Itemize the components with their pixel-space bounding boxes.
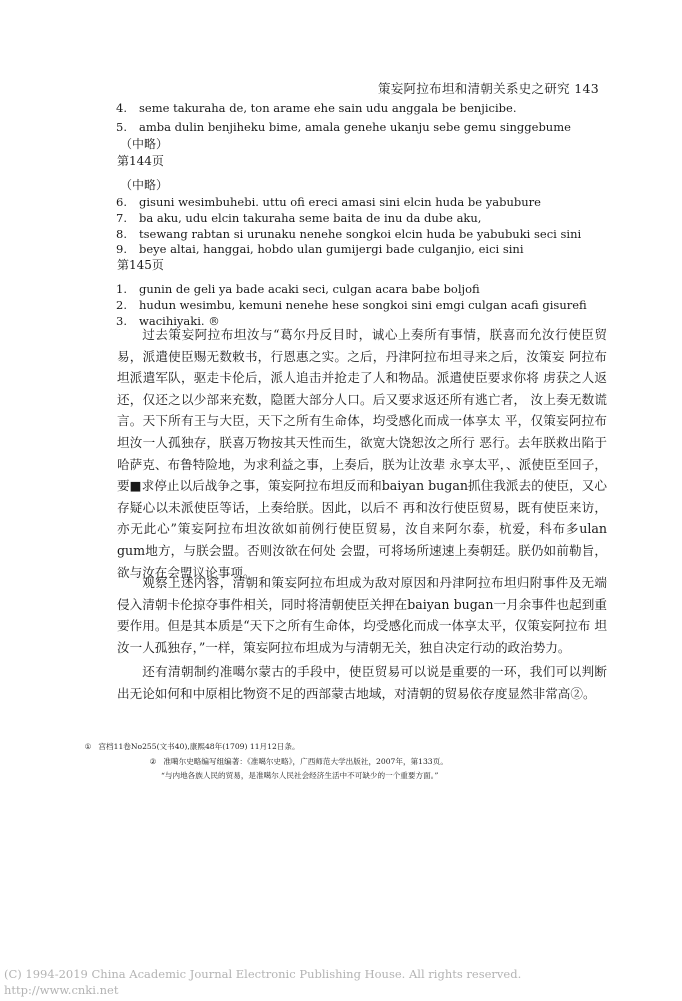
romanized-line — [116, 194, 541, 210]
footnote — [145, 756, 448, 768]
line-text: wacihiyaki. ® — [139, 314, 220, 328]
line-text: beye altai, hanggai, hobdo ulan gumijergi bade culganjio, eici sini — [139, 242, 524, 256]
line-text: ba aku, udu elcin takuraha seme baita de inu da dube aku, — [139, 211, 482, 225]
paragraph: 还有清朝制约准噶尔蒙古的手段中，使臣贸易可以说是重要的一环，我们可以判断 出无论如何和中原相比物资不足的西部蒙古地域，对清朝的贸易依存度显然非常高②。 — [117, 664, 607, 701]
romanized-line — [116, 119, 571, 135]
page-number: 143 — [574, 81, 599, 96]
page-marker: 第145页 — [117, 258, 164, 272]
copyright-notice — [4, 966, 521, 998]
line-number: 3. — [116, 314, 127, 328]
romanized-line — [116, 241, 524, 257]
line-text: gunin de geli ya bade acaki seci, culgan acara babe boljofi — [139, 282, 480, 296]
conclusion-text — [117, 661, 607, 704]
line-number: 4. — [116, 101, 127, 115]
paragraph: 观察上述内容，清朝和策妄阿拉布坦成为敌对原因和丹津阿拉布坦归附事件及无端 侵入清朝卡伦掠夺事件相关，同时将清朝使臣关押在baiyan bugan一月余事件也起到重 要作用。但是其本质是“天下之所有生命体，均受感化而成一体享太平，仅策妄阿拉布 坦汝一人孤独存，”一样，策妄阿拉布坦成为与清朝无关，独自决定行动的政治势力。 — [117, 575, 607, 655]
footnote-mark: ② — [149, 757, 157, 766]
line-text: seme takuraha de, ton arame ehe sain udu anggala be benjicibe. — [139, 101, 517, 115]
footnote-continuation — [161, 770, 438, 782]
romanized-line — [116, 210, 481, 226]
line-number: 1. — [116, 282, 127, 296]
line-number: 8. — [116, 227, 127, 241]
running-title: 策妄阿拉布坦和清朝关系史之研究 — [377, 81, 570, 96]
running-header — [378, 79, 599, 97]
romanized-line — [116, 297, 587, 313]
romanized-line — [116, 281, 480, 297]
line-number: 7. — [116, 211, 127, 225]
copyright-url: http://www.cnki.net — [4, 983, 119, 997]
footnote-text: 准噶尔史略编写组编著：《准噶尔史略》，广西师范大学出版社，2007年，第133页。 — [163, 757, 448, 766]
line-number: 2. — [116, 298, 127, 312]
footnote-mark: ① — [84, 742, 92, 751]
line-text: gisuni wesimbuhebi. uttu ofi ereci amasi sini elcin huda be yabubure — [139, 195, 541, 209]
footnote — [80, 741, 300, 753]
main-translation-text — [117, 324, 607, 583]
omission-mark: （中略） — [120, 137, 169, 151]
page-marker: 第144页 — [117, 154, 164, 168]
footnote-text: “与内地各族人民的贸易，是准噶尔人民社会经济生活中不可缺少的一个重要方面。” — [161, 771, 439, 780]
line-number: 5. — [116, 120, 127, 134]
romanized-line — [116, 100, 516, 116]
line-number: 9. — [116, 242, 127, 256]
line-text: amba dulin benjiheku bime, amala genehe ukanju sebe gemu singgebume — [139, 120, 571, 134]
footnote-text: 宫档11卷No255(文书40),康熙48年(1709) 11月12日条。 — [98, 742, 300, 751]
line-text: hudun wesimbu, kemuni nenehe hese songkoi sini emgi culgan acafi gisurefi — [139, 298, 587, 312]
line-text: tsewang rabtan si urunaku nenehe songkoi elcin huda be yabubuki seci sini — [139, 227, 582, 241]
analysis-text — [117, 572, 607, 658]
paragraph: 过去策妄阿拉布坦汝与“葛尔丹反目时，诚心上奏所有事情，朕喜而允汝行使臣贸易，派遣使臣赐无数敕书，行恩惠之实。之后，丹津阿拉布坦寻来之后，汝策妄 阿拉布坦派遣军队，驱走卡伦后，派人追击并抢走了人和物品。派遣使臣要求你将 虏获之人返还，仅还之以少部来充数，隐匿大部分人口。后又要求返还所有逃亡者， 汝上奏无数谎言。天下所有王与大臣，天下之所有生命体，均受感化而成一体享太 平，仅策妄阿拉布坦汝一人孤独存，朕喜万物按其天性而生，欲宽大饶恕汝之所行 恶行。去年朕救出陷于哈萨克、布鲁特险地，为求利益之事，上奏后，朕为让汝辈 永享太平，、派使臣至回子，要■求停止以后战争之事，策妄阿拉布坦反而和baiyan bugan抓住我派去的使臣，又心存疑心以未派使臣等话，上奏给朕。因此，以后不 再和汝行使臣贸易，既有使臣来访，亦无此心”策妄阿拉布坦汝欲如前例行使臣贸易，汝自来阿尔泰，杭爱，科布多ulan gum地方，与朕会盟。否则汝欲在何处 会盟，可将场所速速上奏朝廷。朕仍如前勒旨，欲与汝在会盟议论事项。 — [117, 327, 607, 580]
line-number: 6. — [116, 195, 127, 209]
omission-mark: （中略） — [120, 178, 169, 192]
romanized-line — [116, 226, 581, 242]
copyright-line: (C) 1994-2019 China Academic Journal Electronic Publishing House. All rights reserved. — [4, 967, 522, 981]
